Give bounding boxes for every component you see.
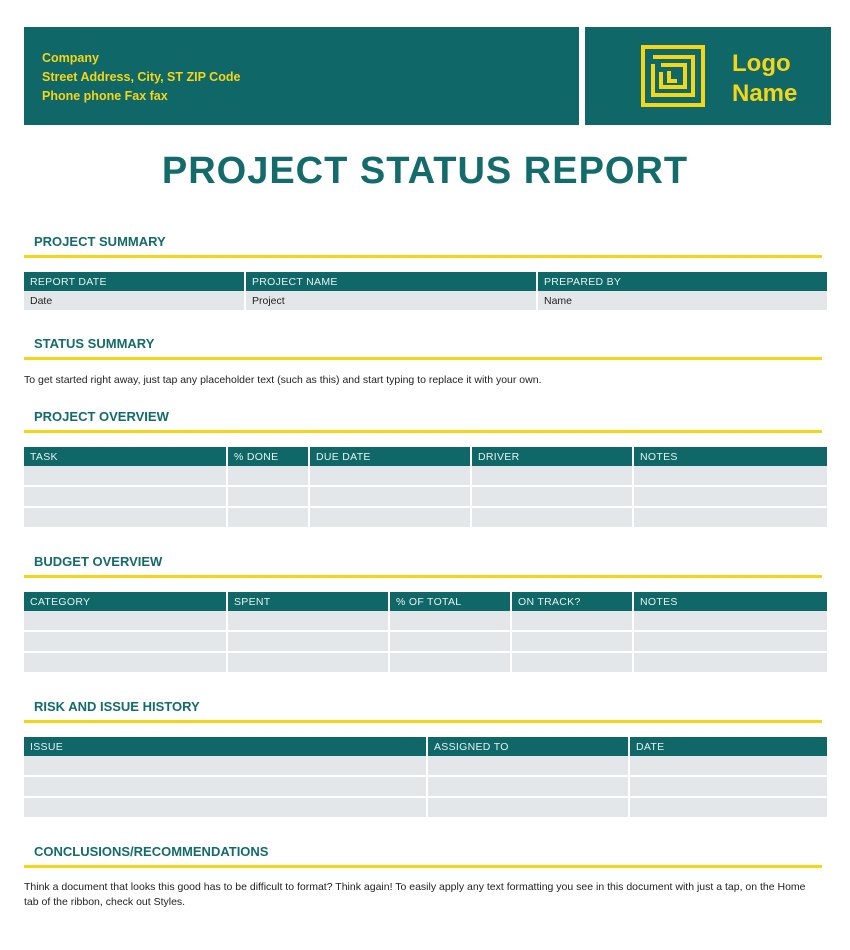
table-row: [24, 798, 827, 819]
table-cell[interactable]: [228, 508, 308, 529]
logo-text: [732, 49, 797, 109]
table-cell[interactable]: [472, 487, 632, 508]
table-cell[interactable]: [512, 611, 632, 632]
risk-issue-table: [22, 737, 829, 819]
table-cell[interactable]: [634, 508, 827, 529]
table-row: [24, 653, 827, 674]
table-cell[interactable]: [630, 798, 827, 819]
table-cell[interactable]: [228, 487, 308, 508]
column-header: REPORT DATE: [24, 272, 244, 291]
table-cell[interactable]: [24, 756, 426, 777]
section-divider: [24, 357, 822, 360]
column-header: DATE: [630, 737, 827, 756]
logo-line-1: Logo: [732, 50, 791, 77]
section-divider: [24, 865, 822, 868]
column-header: ON TRACK?: [512, 592, 632, 611]
table-row: [24, 466, 827, 487]
budget-overview-heading: BUDGET OVERVIEW: [34, 554, 163, 569]
column-header: SPENT: [228, 592, 388, 611]
table-cell[interactable]: [428, 777, 628, 798]
table-cell[interactable]: [512, 632, 632, 653]
table-cell[interactable]: [634, 653, 827, 674]
column-header: NOTES: [634, 447, 827, 466]
column-header: DUE DATE: [310, 447, 470, 466]
table-cell[interactable]: [472, 508, 632, 529]
table-cell[interactable]: [512, 653, 632, 674]
table-cell[interactable]: [634, 611, 827, 632]
table-row: [24, 291, 827, 312]
project-overview-table: [22, 447, 829, 529]
table-cell[interactable]: [428, 756, 628, 777]
status-summary-text[interactable]: To get started right away, just tap any placeholder text (such as this) and start typing to replace it with your own.: [24, 374, 542, 386]
table-cell[interactable]: [390, 632, 510, 653]
table-cell[interactable]: [24, 466, 226, 487]
letterhead: [24, 27, 831, 125]
report-date-cell[interactable]: Date: [24, 291, 244, 312]
table-cell[interactable]: [634, 466, 827, 487]
logo-line-2: Name: [732, 80, 798, 107]
table-cell[interactable]: [24, 487, 226, 508]
column-header: DRIVER: [472, 447, 632, 466]
column-header: ISSUE: [24, 737, 426, 756]
table-cell[interactable]: [24, 653, 226, 674]
company-address-block: [24, 27, 579, 125]
section-divider: [24, 430, 822, 433]
prepared-by-cell[interactable]: Name: [538, 291, 827, 312]
table-cell[interactable]: [228, 611, 388, 632]
table-row: [24, 508, 827, 529]
page-title[interactable]: PROJECT STATUS REPORT: [161, 150, 689, 192]
column-header: TASK: [24, 447, 226, 466]
column-header: % OF TOTAL: [390, 592, 510, 611]
table-row: [24, 611, 827, 632]
table-cell[interactable]: [630, 756, 827, 777]
column-header: ASSIGNED TO: [428, 737, 628, 756]
street-address[interactable]: Street Address, City, ST ZIP Code: [42, 70, 241, 84]
table-cell[interactable]: [390, 653, 510, 674]
conclusions-text[interactable]: Think a document that looks this good has to be difficult to format? Think again! To easily apply any text formatting you see in this document with just a tap, on the Home tab of the ribbon, check out Styles.: [24, 881, 806, 908]
column-header: PROJECT NAME: [246, 272, 536, 291]
conclusions-heading: CONCLUSIONS/RECOMMENDATIONS: [34, 844, 269, 859]
section-divider: [24, 255, 822, 258]
table-cell[interactable]: [310, 508, 470, 529]
table-cell[interactable]: [310, 487, 470, 508]
table-row: [24, 777, 827, 798]
section-divider: [24, 720, 822, 723]
table-cell[interactable]: [24, 632, 226, 653]
table-cell[interactable]: [634, 632, 827, 653]
table-cell[interactable]: [310, 466, 470, 487]
logo-block: [585, 27, 831, 125]
table-row: [24, 632, 827, 653]
table-cell[interactable]: [228, 632, 388, 653]
column-header: CATEGORY: [24, 592, 226, 611]
status-summary-heading: STATUS SUMMARY: [34, 336, 155, 351]
column-header: % DONE: [228, 447, 308, 466]
project-name-cell[interactable]: Project: [246, 291, 536, 312]
project-summary-heading: PROJECT SUMMARY: [34, 234, 166, 249]
table-cell[interactable]: [630, 777, 827, 798]
table-row: [24, 756, 827, 777]
project-summary-table: [22, 272, 829, 312]
table-cell[interactable]: [228, 466, 308, 487]
phone-fax[interactable]: Phone phone Fax fax: [42, 89, 168, 103]
table-cell[interactable]: [390, 611, 510, 632]
table-cell[interactable]: [24, 798, 426, 819]
risk-issue-heading: RISK AND ISSUE HISTORY: [34, 699, 200, 714]
table-cell[interactable]: [24, 508, 226, 529]
table-cell[interactable]: [634, 487, 827, 508]
company-name[interactable]: Company: [42, 51, 99, 65]
column-header: NOTES: [634, 592, 827, 611]
table-cell[interactable]: [24, 777, 426, 798]
project-overview-heading: PROJECT OVERVIEW: [34, 409, 169, 424]
section-divider: [24, 575, 822, 578]
table-cell[interactable]: [24, 611, 226, 632]
maze-logo-icon: [640, 44, 706, 108]
column-header: PREPARED BY: [538, 272, 827, 291]
table-cell[interactable]: [472, 466, 632, 487]
budget-overview-table: [22, 592, 829, 674]
table-cell[interactable]: [428, 798, 628, 819]
table-cell[interactable]: [228, 653, 388, 674]
table-row: [24, 487, 827, 508]
